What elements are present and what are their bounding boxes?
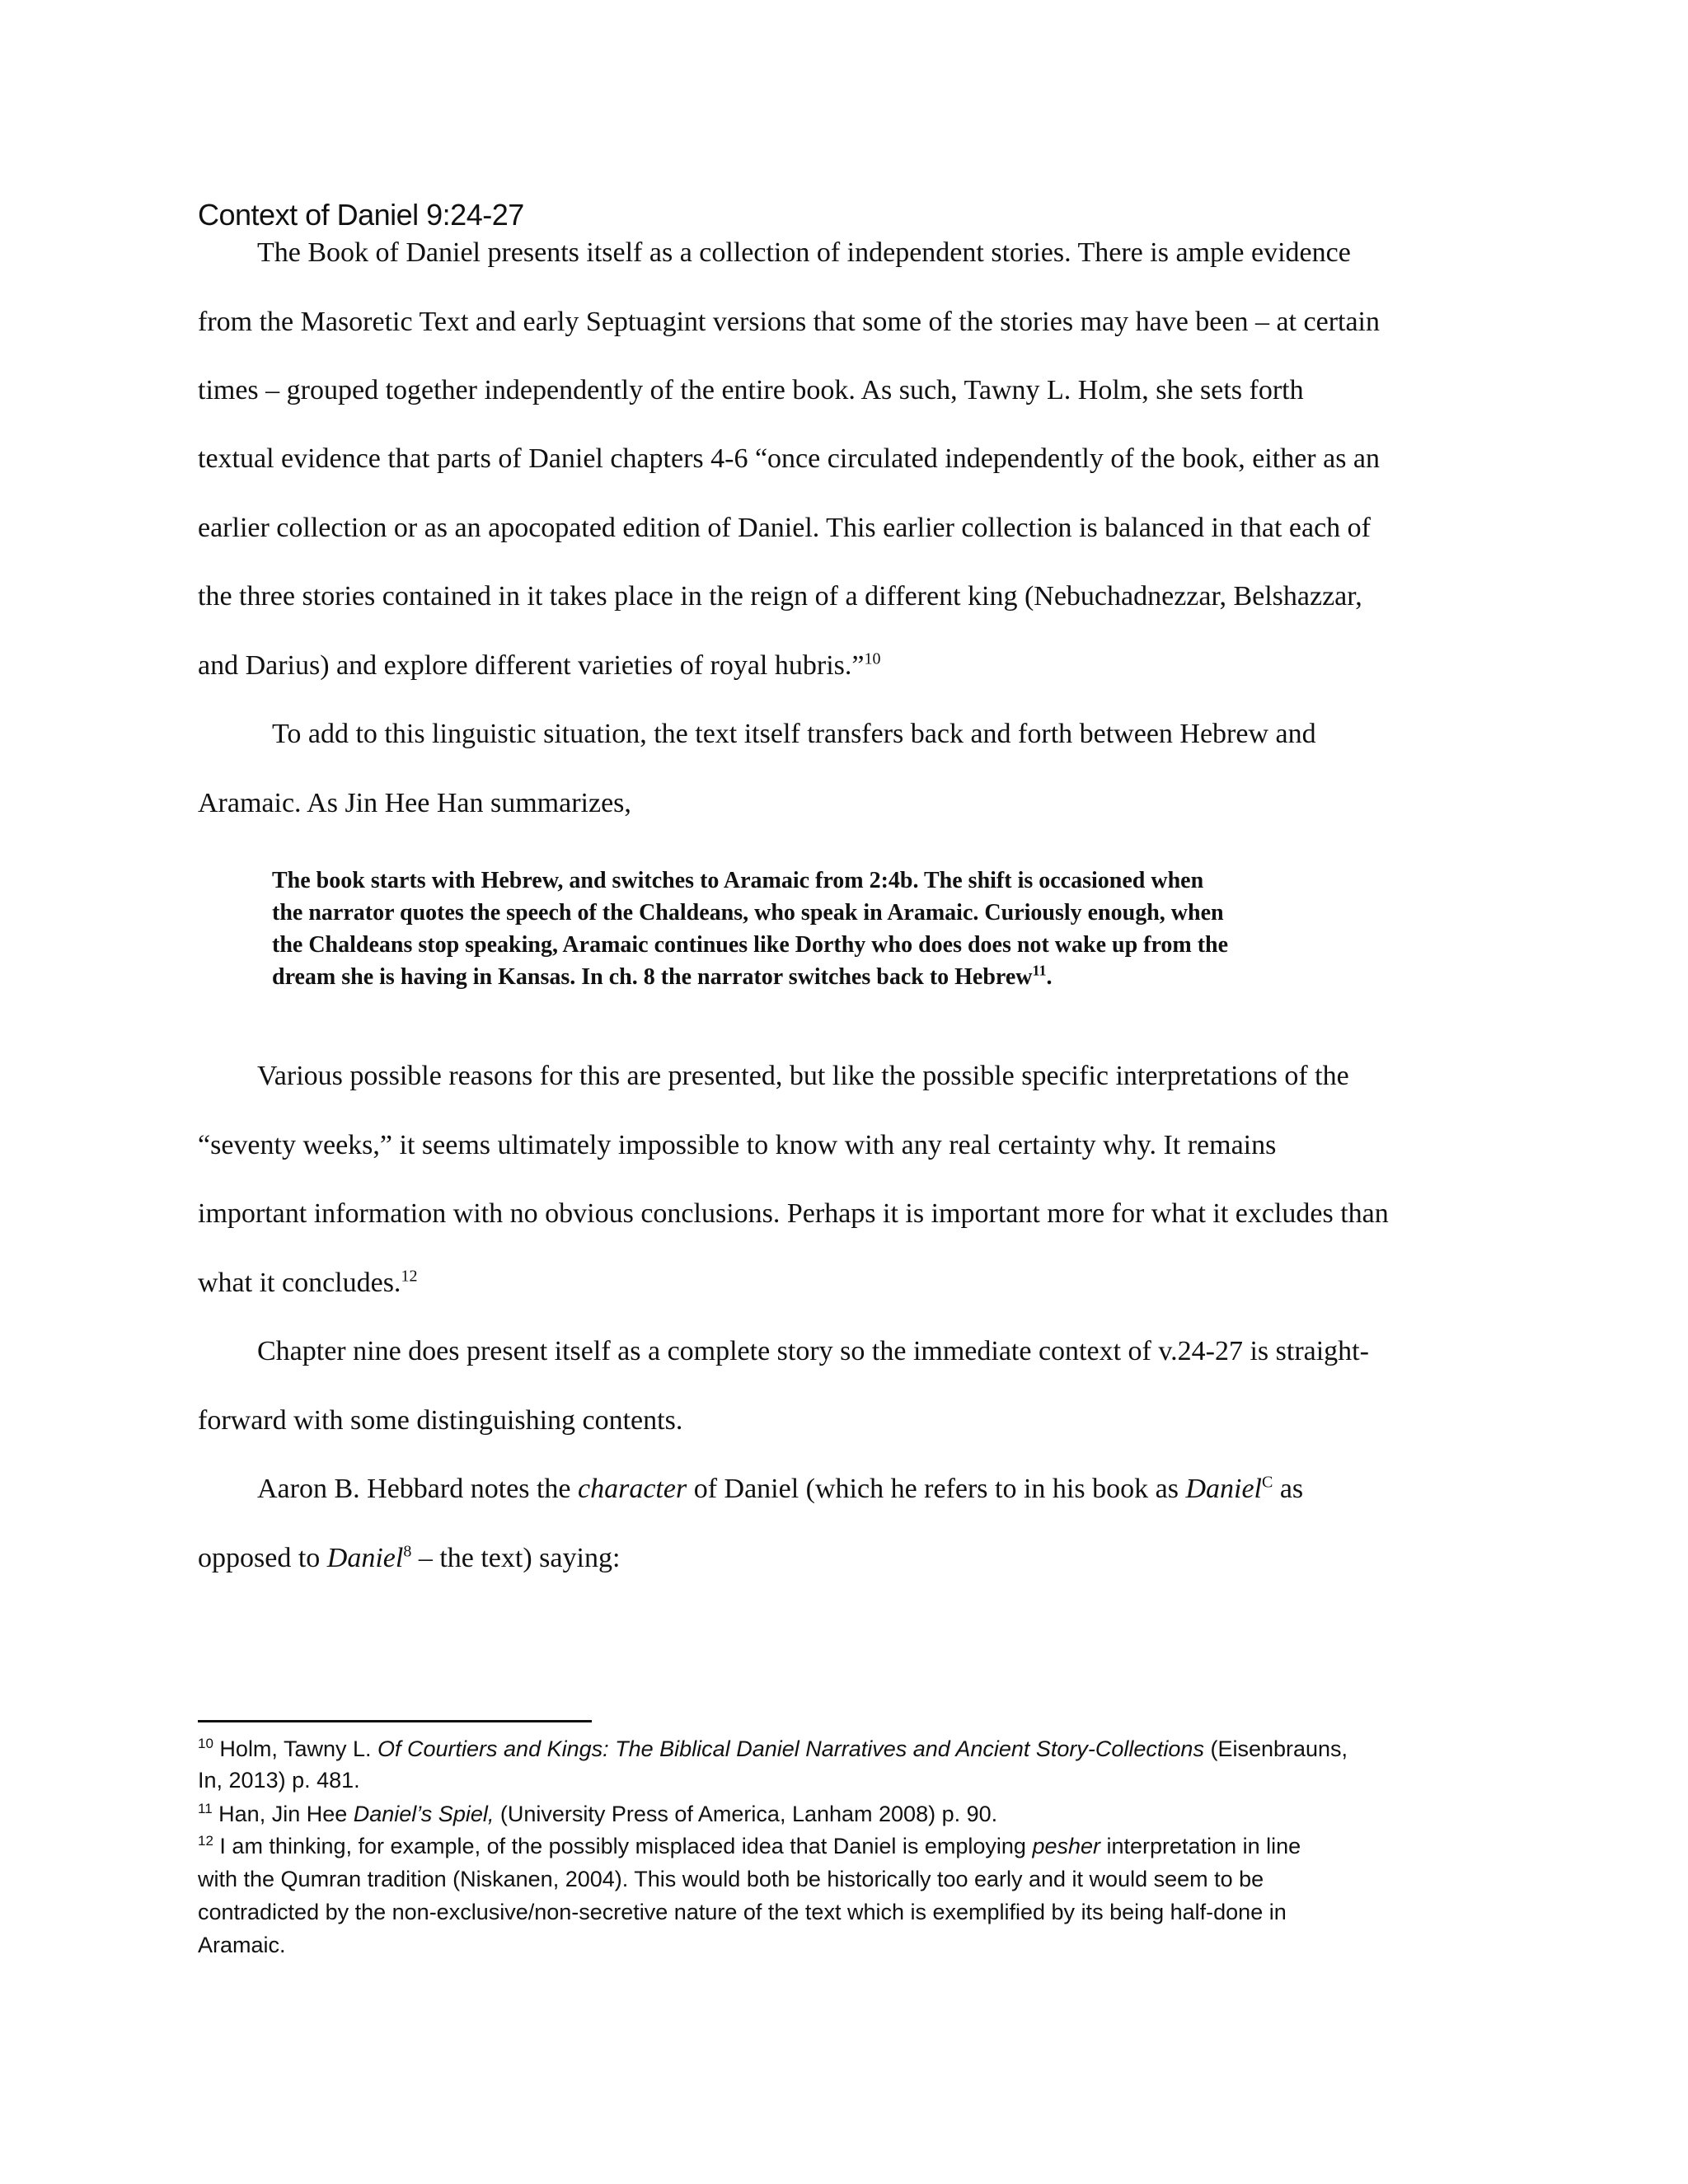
blockquote-end: .: [1046, 964, 1053, 990]
para1-line2: from the Masoretic Text and early Septuagint versions that some of the stories may have been – at certain: [198, 307, 1380, 337]
footnote-12-line2: with the Qumran tradition (Niskanen, 2004). This would both be historically too early and it would seem to be: [198, 1867, 1264, 1891]
para4-line1: Chapter nine does present itself as a complete story so the immediate context of v.24-27 is straight-: [257, 1336, 1369, 1366]
para1-line5: earlier collection or as an apocopated edition of Daniel. This earlier collection is balanced in that each of: [198, 513, 1372, 543]
footnote-11: [198, 1802, 997, 1827]
para3-line3: important information with no obvious conclusions. Perhaps it is important more for what it excludes than: [198, 1198, 1389, 1229]
blockquote-line2: the narrator quotes the speech of the Chaldeans, who speak in Aramaic. Curiously enough, when: [272, 900, 1224, 926]
para3-line4: [198, 1268, 417, 1299]
footnote-11-author: Han, Jin Hee: [212, 1802, 354, 1826]
blockquote-line3: the Chaldeans stop speaking, Aramaic continues like Dorthy who does does not wake up from the: [272, 932, 1229, 958]
para1-line3: times – grouped together independently of the entire book. As such, Tawny L. Holm, she sets forth: [198, 375, 1304, 405]
para1-line1: The Book of Daniel presents itself as a collection of independent stories. There is ample evidence: [257, 237, 1351, 268]
para5-line1: [257, 1474, 1303, 1505]
footnote-12-line1: [198, 1834, 1301, 1859]
para5-text-b: of Daniel (which he refers to in his book as: [687, 1474, 1186, 1504]
footnote-12-text-a: I am thinking, for example, of the possibly misplaced idea that Daniel is employing: [213, 1834, 1033, 1858]
para1-line7: [198, 650, 880, 682]
para5-text-c: as: [1273, 1474, 1304, 1504]
blockquote-line4: [272, 964, 1053, 991]
footnote-10-author: Holm, Tawny L.: [213, 1736, 377, 1761]
para5-line2: [198, 1543, 620, 1574]
para5-emphasis-character: character: [578, 1474, 687, 1504]
section-heading: Context of Daniel 9:24-27: [198, 198, 524, 232]
footnote-12-line4: Aramaic.: [198, 1933, 286, 1957]
footnote-10-line1: [198, 1736, 1348, 1762]
para5-text-e: – the text) saying:: [411, 1543, 621, 1573]
footnote-12-emphasis: pesher: [1032, 1834, 1100, 1858]
para3-line1: Various possible reasons for this are presented, but like the possible specific interpretations of the: [257, 1061, 1349, 1091]
footnote-10-title: Of Courtiers and Kings: The Biblical Daniel Narratives and Ancient Story-Collections: [377, 1736, 1204, 1761]
footnote-12-number: 12: [198, 1833, 213, 1849]
footnote-10-publisher: (Eisenbrauns,: [1203, 1736, 1348, 1761]
para5-emphasis-daniel-c: Daniel: [1185, 1474, 1262, 1504]
blockquote-line4-text: dream she is having in Kansas. In ch. 8 the narrator switches back to Hebrew: [272, 964, 1033, 990]
para2-line1: To add to this linguistic situation, the text itself transfers back and forth between Hebrew and: [272, 719, 1316, 749]
footnote-ref-12[interactable]: 12: [401, 1267, 418, 1286]
footnote-11-publisher: (University Press of America, Lanham 2008) p. 90.: [494, 1802, 998, 1826]
footnote-ref-10[interactable]: 10: [864, 649, 881, 668]
para2-line2: Aramaic. As Jin Hee Han summarizes,: [198, 788, 631, 818]
footnote-10-number: 10: [198, 1736, 213, 1751]
footnote-10-line2: In, 2013) p. 481.: [198, 1768, 360, 1793]
footnote-11-number: 11: [198, 1801, 213, 1816]
para5-emphasis-daniel-8: Daniel: [326, 1543, 404, 1573]
para4-line2: forward with some distinguishing contents.: [198, 1405, 683, 1436]
para5-text-d: opposed to: [198, 1543, 327, 1573]
para5-superscript-c: C: [1261, 1473, 1273, 1492]
footnote-12-line3: contradicted by the non-exclusive/non-secretive nature of the text which is exemplified by its being half-done in: [198, 1900, 1287, 1924]
footnote-11-title: Daniel’s Spiel,: [353, 1802, 495, 1826]
blockquote-line1: The book starts with Hebrew, and switches to Aramaic from 2:4b. The shift is occasioned when: [272, 868, 1204, 893]
footnote-separator: [198, 1720, 592, 1722]
footnote-ref-11[interactable]: 11: [1032, 962, 1047, 979]
para3-line4-text: what it concludes.: [198, 1268, 401, 1298]
para5-text-a: Aaron B. Hebbard notes the: [257, 1474, 579, 1504]
para3-line2: “seventy weeks,” it seems ultimately impossible to know with any real certainty why. It remains: [198, 1130, 1277, 1160]
para1-line4: textual evidence that parts of Daniel chapters 4-6 “once circulated independently of the book, either as an: [198, 443, 1381, 474]
para1-line7-text: and Darius) and explore different varieties of royal hubris.”: [198, 650, 865, 681]
footnote-12-text-b: interpretation in line: [1100, 1834, 1301, 1858]
para1-line6: the three stories contained in it takes place in the reign of a different king (Nebuchadnezzar, Belshazzar,: [198, 581, 1362, 612]
para5-superscript-8: 8: [403, 1542, 412, 1561]
